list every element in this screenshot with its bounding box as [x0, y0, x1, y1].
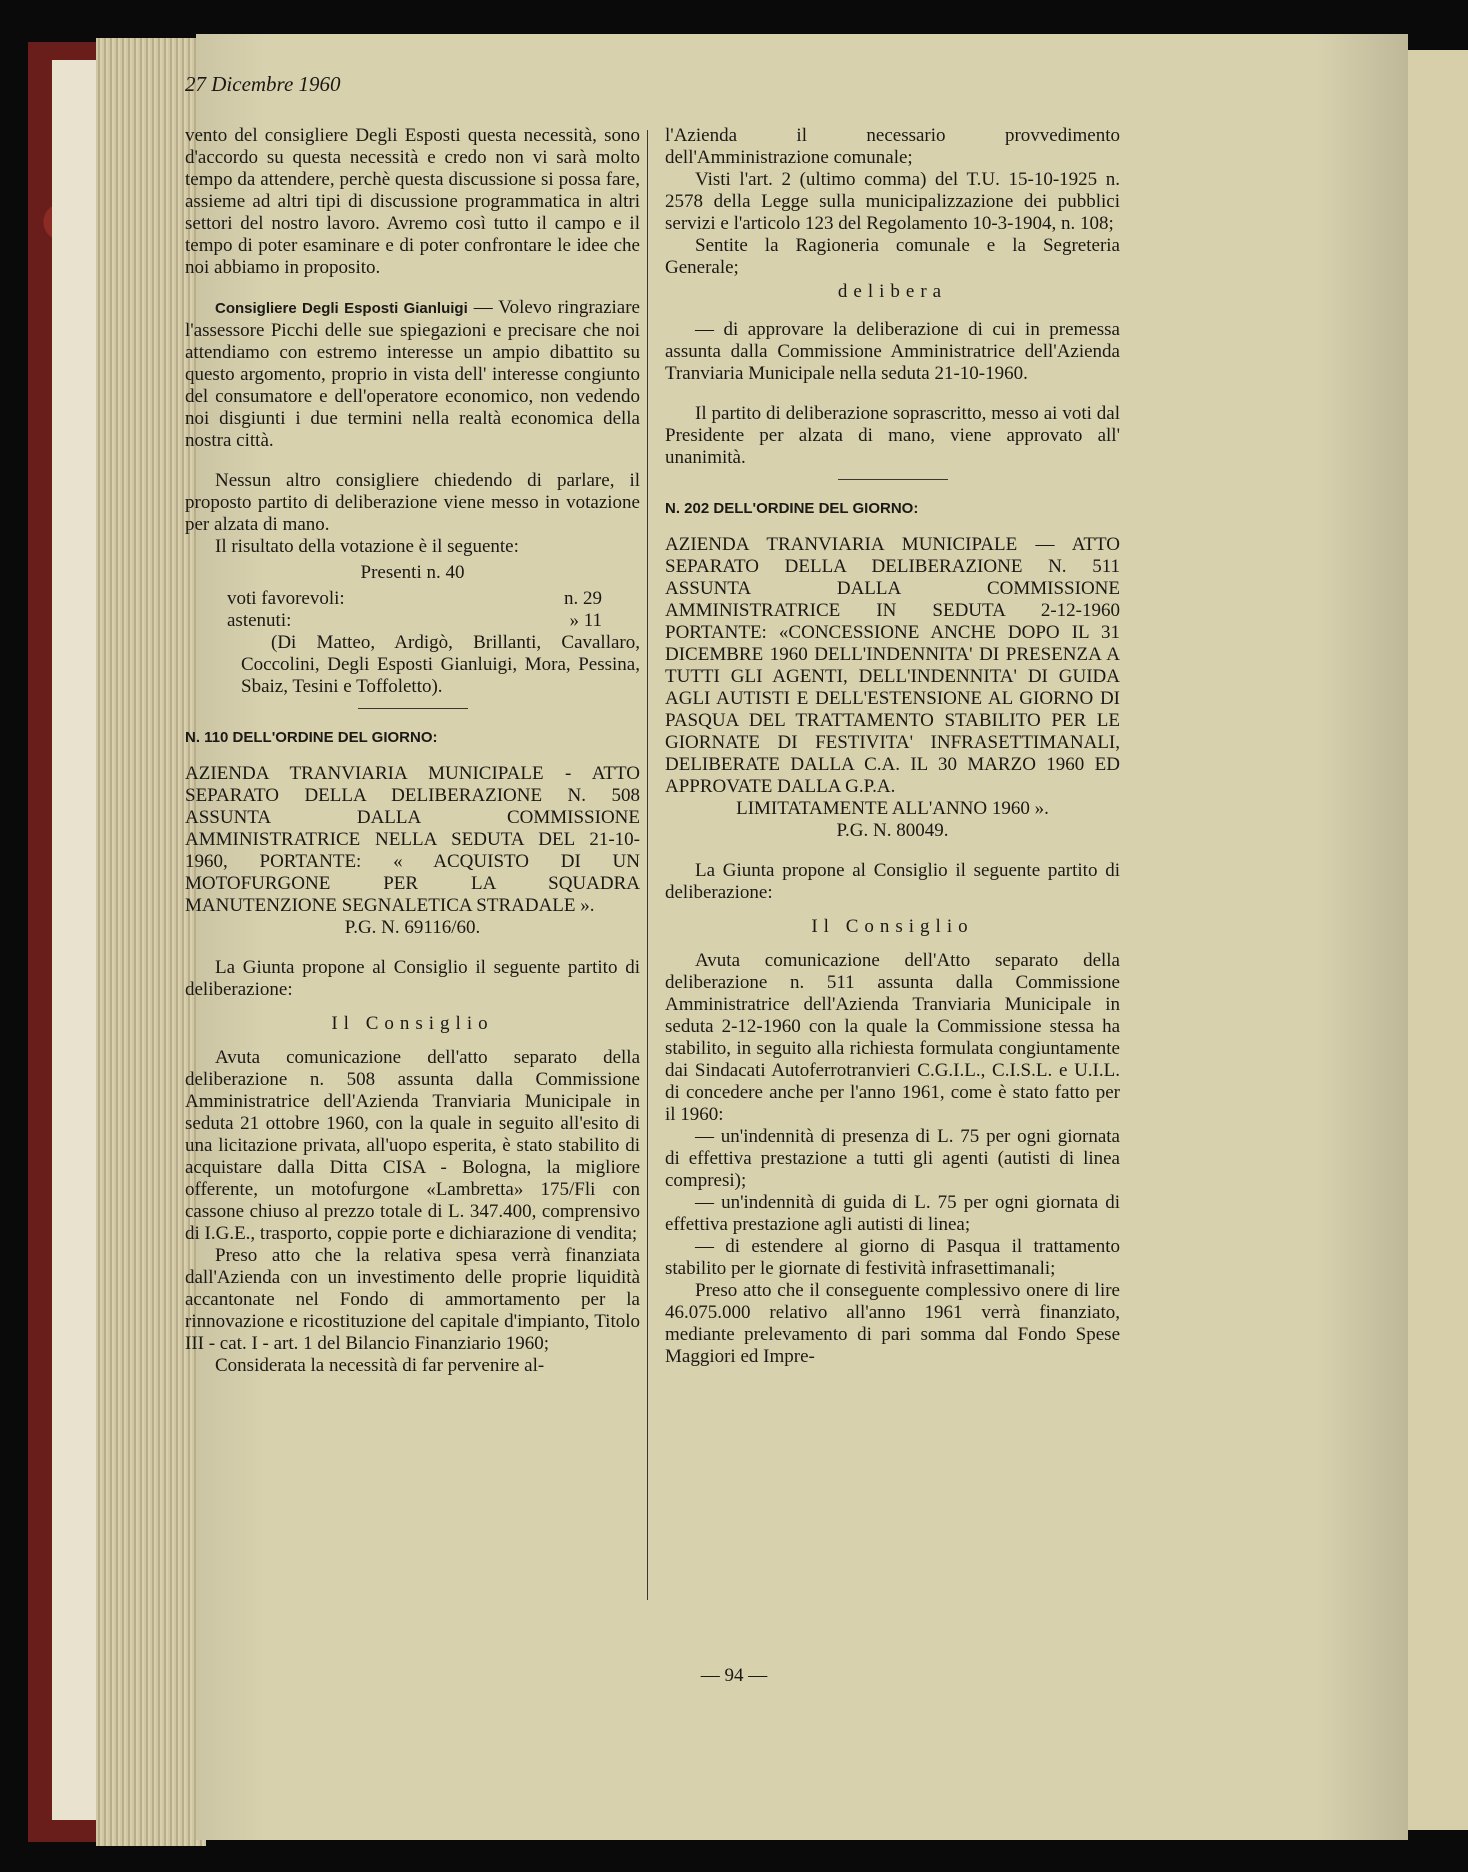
agenda-item-title-end: LIMITATAMENTE ALL'ANNO 1960 ». [736, 798, 1049, 819]
paragraph: Avuta comunicazione dell'Atto separato della deliberazione n. 511 assunta dalla Commissione Amministratrice dell'Azienda Tranviaria Municipale in seduta 2-12-1960 con la quale la Commissione stessa ha stabilito, in seguito alla richiesta formulata congiuntamente dai Sindacati Autoferrotranvieri C.G.I.L., C.I.S.L. e U.I.L. di concedere anche per l'anno 1961, come è stato fatto per il 1960: [665, 950, 1120, 1125]
paragraph: Il risultato della votazione è il seguente: [215, 536, 519, 557]
speech-text: — Volevo ringraziare l'assessore Picchi delle sue spiegazioni e precisare che noi attendiamo con estremo interesse un ampio dibattito su questo argomento, proprio in vista dell' interesse congiunto del consumatore e dell'operatore economico, non vedendo noi disgiunti i due termini nella realtà economica della nostra città. [185, 297, 640, 451]
paragraph: — di estendere al giorno di Pasqua il trattamento stabilito per le giornate di festività infrasettimanali; [665, 1236, 1120, 1279]
section-heading-consiglio: Il Consiglio [331, 1013, 494, 1034]
paragraph: La Giunta propone al Consiglio il seguente partito di deliberazione: [665, 860, 1120, 903]
vote-label: voti favorevoli: [227, 588, 345, 609]
presenti: Presenti n. 40 [360, 562, 465, 583]
paragraph: Nessun altro consigliere chiedendo di parlare, il proposto partito di deliberazione viene messo in votazione per alzata di mano. [185, 470, 640, 535]
agenda-item-title-text: AZIENDA TRANVIARIA MUNICIPALE - ATTO SEPARATO DELLA DELIBERAZIONE N. 508 ASSUNTA DALLA COMMISSIONE AMMINISTRATRICE NELLA SEDUTA DEL 21-10-1960, PORTANTE: « ACQUISTO DI UN MOTOFURGONE PER LA SQUADRA MANUTENZIONE SEGNALETICA STRADALE ». [185, 763, 640, 916]
facing-page-edge [1400, 50, 1468, 1830]
paragraph: Sentite la Ragioneria comunale e la Segreteria Generale; [665, 235, 1120, 278]
separator-line [838, 479, 948, 480]
paragraph: vento del consigliere Degli Esposti questa necessità, sono d'accordo su questa necessità e credo non vi sarà molto tempo da attendere, perchè questa discussione si possa fare, assieme ad altri tipi di discussione programmatica in altri settori del nostro lavoro. Avremo così tutto il campo e il tempo di poter esaminare e di poter confrontare le idee che noi abbiamo in proposito. [185, 125, 640, 278]
paragraph: Considerata la necessità di far pervenire al- [215, 1355, 545, 1376]
page-header-date: 27 Dicembre 1960 [185, 72, 341, 96]
vote-row-astenuti [185, 610, 640, 632]
agenda-item-title [185, 763, 640, 939]
section-heading-consiglio: Il Consiglio [811, 916, 974, 937]
agenda-item-pg: P.G. N. 69116/60. [344, 917, 481, 938]
agenda-item-title-text: AZIENDA TRANVIARIA MUNICIPALE — ATTO SEPARATO DELLA DELIBERAZIONE N. 511 ASSUNTA DALLA COMMISSIONE AMMINISTRATRICE IN SEDUTA 2-12-1960 PORTANTE: «CONCESSIONE ANCHE DOPO IL 31 DICEMBRE 1960 DELL'INDENNITA' DI PRESENZA A TUTTI GLI AGENTI, DELL'INDENNITA' DI GUIDA AGLI AUTISTI E DELL'ESTENSIONE AL GIORNO DI PASQUA DEL TRATTAMENTO STABILITO PER LE GIORNATE DI FESTIVITA' INFRASETTIMANALI, DELIBERATE DALLA C.A. IL 30 MARZO 1960 ED APPROVATE DALLA G.P.A. [665, 534, 1120, 797]
vote-value: n. 29 [564, 588, 602, 609]
agenda-item-title [665, 534, 1120, 842]
separator-line [358, 708, 468, 709]
paragraph: Avuta comunicazione dell'atto separato della deliberazione n. 508 assunta dalla Commissione Amministratrice dell'Azienda Tranviaria Municipale in seduta 21 ottobre 1960, con la quale in seguito all'esito di una licitazione privata, all'uopo esperita, è stato stabilito di acquistare dalla Ditta CISA - Bologna, la migliore offerente, un motofurgone «Lambretta» 175/Fli con cassone chiuso al prezzo totale di L. 347.400, comprensivo di I.G.E., trasporto, coppie porte e dichiarazione di vendita; [185, 1047, 640, 1244]
agenda-item-pg: P.G. N. 80049. [836, 820, 949, 841]
paragraph: — di approvare la deliberazione di cui in premessa assunta dalla Commissione Amministratrice dell'Azienda Tranviaria Municipale nella seduta 21-10-1960. [665, 319, 1120, 384]
abstainers-list: (Di Matteo, Ardigò, Brillanti, Cavallaro, Coccolini, Degli Esposti Gianluigi, Mora, Pessina, Sbaiz, Tesini e Toffoletto). [241, 632, 640, 697]
paragraph: Visti l'art. 2 (ultimo comma) del T.U. 15-10-1925 n. 2578 della Legge sulla municipalizzazione dei pubblici servizi e l'articolo 123 del Regolamento 10-3-1904, n. 108; [665, 169, 1120, 234]
column-divider [647, 130, 648, 1600]
speech-paragraph [185, 297, 640, 452]
right-column [665, 125, 1120, 1368]
paragraph: Il partito di deliberazione soprascritto, messo ai voti dal Presidente per alzata di mano, viene approvato all' unanimità. [665, 403, 1120, 468]
vote-row-favorevoli [185, 588, 640, 610]
agenda-item-heading: N. 202 DELL'ORDINE DEL GIORNO: [665, 500, 919, 517]
vote-value: » 11 [569, 610, 602, 631]
paragraph: La Giunta propone al Consiglio il seguente partito di deliberazione: [185, 957, 640, 1000]
paragraph: — un'indennità di presenza di L. 75 per ogni giornata di effettiva prestazione a tutti gli agenti (autisti di linea compresi); [665, 1126, 1120, 1191]
speaker-name: Consigliere Degli Esposti Gianluigi [215, 300, 468, 317]
section-heading-delibera: delibera [837, 281, 948, 302]
paragraph: Preso atto che il conseguente complessivo onere di lire 46.075.000 relativo all'anno 1961 verrà finanziato, mediante prelevamento di pari somma dal Fondo Spese Maggiori ed Impre- [665, 1280, 1120, 1367]
agenda-item-heading: N. 110 DELL'ORDINE DEL GIORNO: [185, 729, 438, 746]
vote-label: astenuti: [227, 610, 292, 631]
paragraph: l'Azienda il necessario provvedimento dell'Amministrazione comunale; [665, 125, 1120, 168]
left-column [185, 125, 640, 1377]
page-number: — 94 — [700, 1665, 768, 1686]
paragraph: — un'indennità di guida di L. 75 per ogni giornata di effettiva prestazione agli autisti di linea; [665, 1192, 1120, 1235]
paragraph: Preso atto che la relativa spesa verrà finanziata dall'Azienda con un investimento delle proprie liquidità accantonate nel Fondo di ammortamento per la rinnovazione e ricostituzione del capitale d'impianto, Titolo III - cat. I - art. 1 del Bilancio Finanziario 1960; [185, 1245, 640, 1354]
